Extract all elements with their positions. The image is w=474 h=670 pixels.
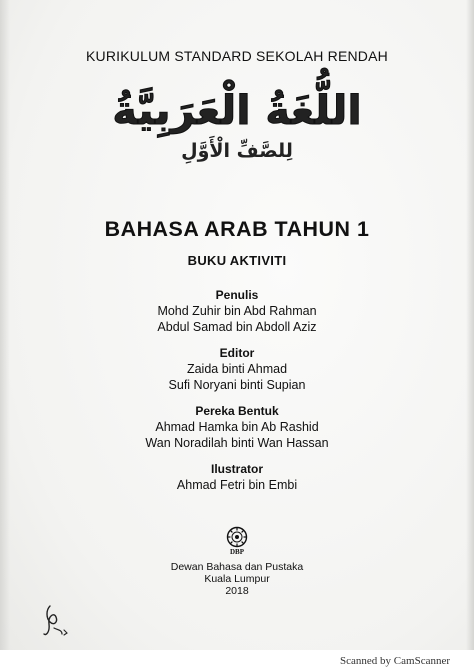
credit-name: Mohd Zuhir bin Abd Rahman bbox=[157, 304, 317, 318]
credit-name: Sufi Noryani binti Supian bbox=[168, 378, 306, 392]
scanner-watermark: Scanned by CamScanner bbox=[340, 655, 450, 667]
credit-role: Pereka Bentuk bbox=[195, 404, 279, 418]
dbp-logo-text: DBP bbox=[230, 548, 244, 556]
arabic-title: اللُّغَةُ الْعَرَبِيَّةُ bbox=[112, 88, 362, 134]
publisher-block bbox=[0, 561, 474, 597]
credit-role: Editor bbox=[219, 346, 255, 360]
credit-name: Wan Noradilah binti Wan Hassan bbox=[145, 436, 329, 450]
book-subtitle: BUKU AKTIVITI bbox=[187, 253, 287, 268]
book-title: BAHASA ARAB TAHUN 1 bbox=[104, 218, 370, 241]
credit-group-writers bbox=[0, 287, 474, 335]
credit-role: Ilustrator bbox=[210, 462, 263, 476]
credit-role: Penulis bbox=[215, 288, 259, 302]
publisher-city: Kuala Lumpur bbox=[204, 573, 270, 585]
credit-name: Abdul Samad bin Abdoll Aziz bbox=[157, 320, 317, 334]
credit-name: Ahmad Hamka bin Ab Rashid bbox=[155, 420, 319, 434]
publisher-name: Dewan Bahasa dan Pustaka bbox=[170, 561, 304, 573]
arabic-subtitle: لِلصَّفِّ الْأَوَّلِ bbox=[181, 140, 293, 162]
credits bbox=[0, 287, 474, 503]
credit-group-designers bbox=[0, 403, 474, 451]
curriculum-heading: KURIKULUM STANDARD SEKOLAH RENDAH bbox=[86, 48, 388, 64]
publisher-year: 2018 bbox=[225, 585, 249, 597]
credit-group-illustrators bbox=[0, 461, 474, 493]
credit-group-editors bbox=[0, 345, 474, 393]
credit-name: Ahmad Fetri bin Embi bbox=[176, 478, 298, 492]
credit-name: Zaida binti Ahmad bbox=[186, 362, 288, 376]
handwritten-signature-icon bbox=[40, 600, 76, 640]
